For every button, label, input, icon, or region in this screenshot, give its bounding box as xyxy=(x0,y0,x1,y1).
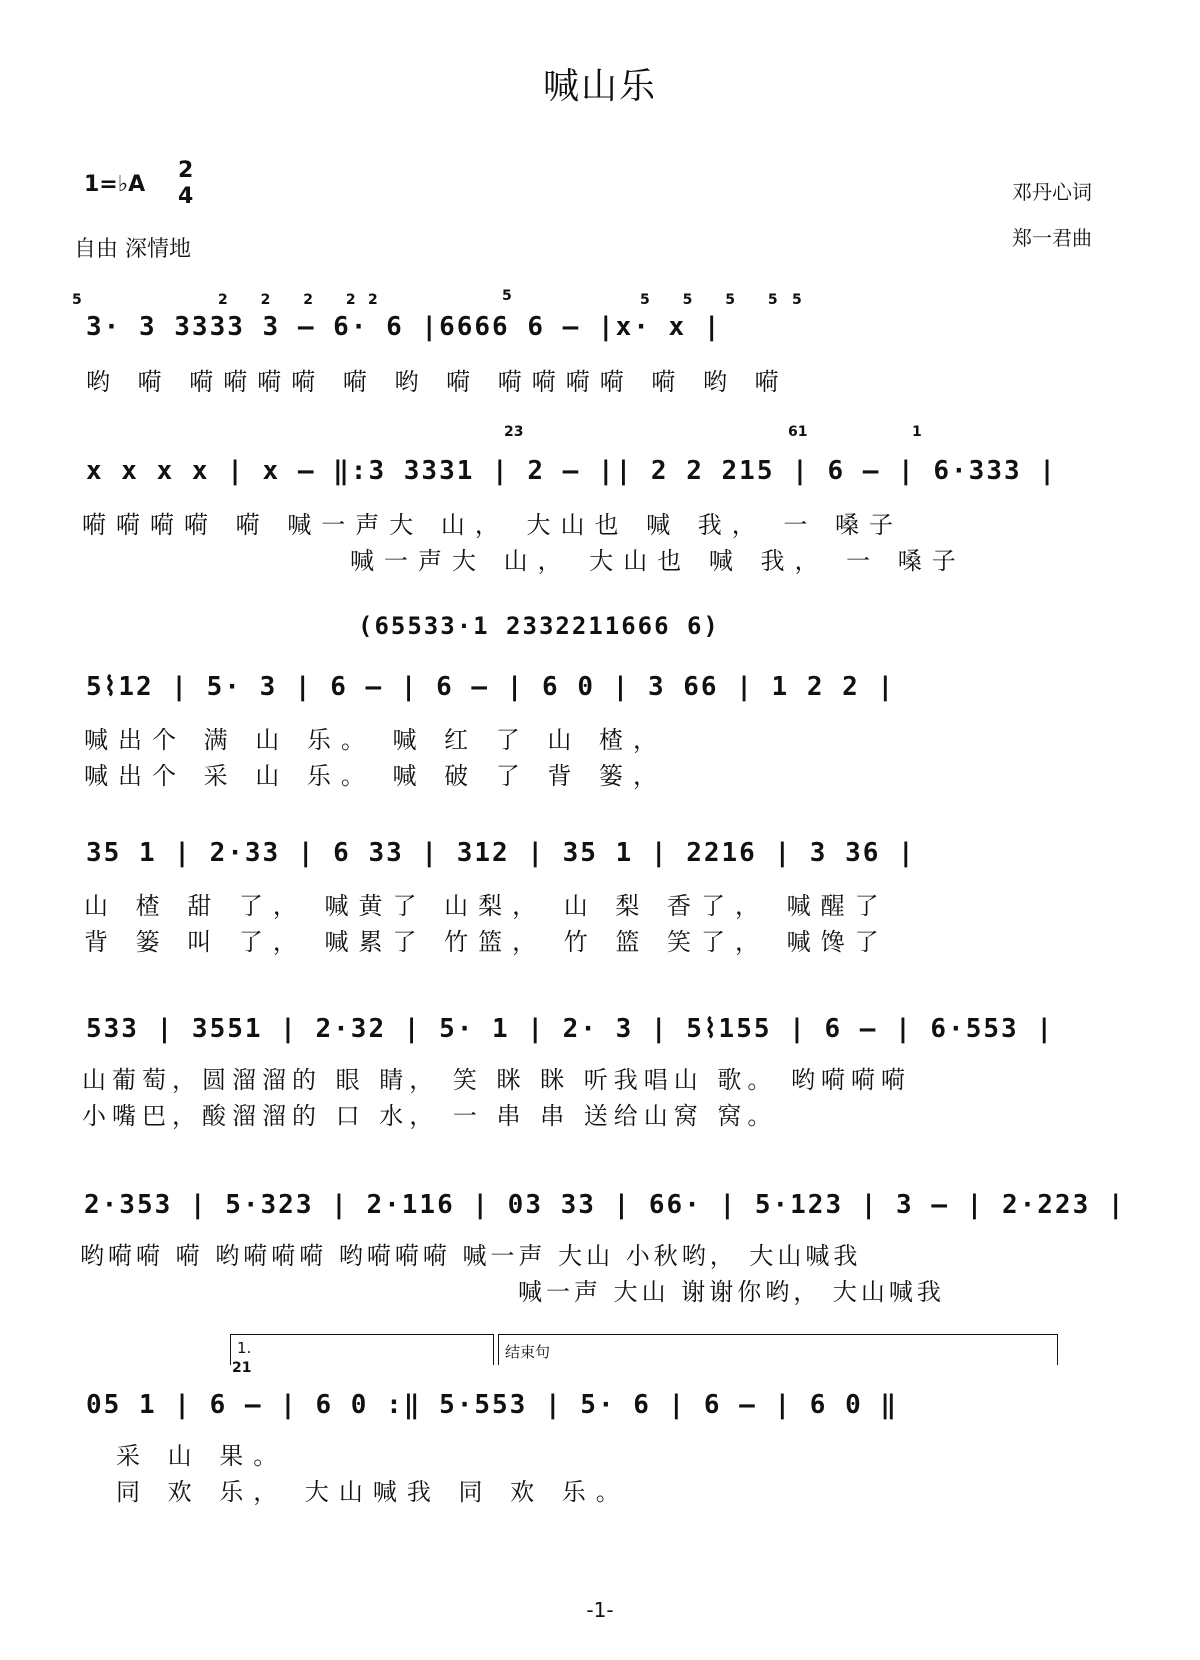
notation-line: x x x x | x – ‖:3 3331 | 2 – || 2 2 215 | 6 – | 6·333 | xyxy=(86,456,1057,486)
grace-note: 5 xyxy=(502,288,512,304)
notation-line: 05 1 | 6 – | 6 0 :‖ 5·553 | 5· 6 | 6 – | 6 0 ‖ xyxy=(86,1390,899,1420)
grace-note: 61 xyxy=(788,424,808,440)
notation-line: 2·353 | 5·323 | 2·116 | 03 33 | 66· | 5·123 | 3 – | 2·223 | xyxy=(84,1190,1126,1220)
lyric-line: 喊出个 满 山 乐。 喊 红 了 山 楂， xyxy=(84,726,668,754)
lyric-line: 喊一声大 山， 大山也 喊 我， 一 嗓子 xyxy=(350,547,966,575)
final-ending-label: 结束句 xyxy=(505,1343,551,1361)
grace-note: 21 xyxy=(232,1360,252,1376)
grace-note: 2 2 2 2 xyxy=(218,292,370,308)
grace-note: 1 xyxy=(912,424,922,440)
song-title: 喊山乐 xyxy=(542,66,657,107)
notation-line: 533 | 3551 | 2·32 | 5· 1 | 2· 3 | 5⌇155 | 6 – | 6·553 | xyxy=(86,1014,1054,1044)
lyric-line: 哟 嗬 嗬嗬嗬嗬 嗬 哟 嗬 嗬嗬嗬嗬 嗬 哟 嗬 xyxy=(86,368,789,396)
notation-line: 5⌇12 | 5· 3 | 6 – | 6 – | 6 0 | 3 66 | 1 2 2 | xyxy=(86,672,896,702)
lyric-line: 同 欢 乐， 大山喊我 同 欢 乐。 xyxy=(116,1478,630,1506)
lyricist-credit: 邓丹心词 xyxy=(1012,180,1092,204)
grace-note: 2 xyxy=(368,292,378,308)
lyric-line: 喊一声 大山 谢谢你哟， 大山喊我 xyxy=(518,1278,945,1306)
lyric-line: 小嘴巴，酸溜溜的 口 水， 一 串 串 送给山窝 窝。 xyxy=(82,1102,778,1130)
notation-line: 3· 3 3333 3 – 6· 6 |6666 6 – |x· x | xyxy=(86,312,722,342)
key-signature: 1=♭A xyxy=(84,172,146,197)
lyric-line: 嗬嗬嗬嗬 嗬 喊一声大 山， 大山也 喊 我， 一 嗓子 xyxy=(82,511,904,539)
grace-note: 5 5 5 5 xyxy=(640,292,792,308)
lyric-line: 哟嗬嗬 嗬 哟嗬嗬嗬 哟嗬嗬嗬 喊一声 大山 小秋哟， 大山喊我 xyxy=(80,1242,862,1270)
first-ending-label: 1. xyxy=(237,1339,252,1357)
tempo-marking: 自由 深情地 xyxy=(74,237,191,262)
time-signature-bottom: 4 xyxy=(178,184,194,209)
grace-note: 23 xyxy=(504,424,524,440)
intro-phrase: (65533·1 2332211666 6) xyxy=(358,612,720,640)
time-signature xyxy=(178,158,193,210)
lyric-line: 喊出个 采 山 乐。 喊 破 了 背 篓， xyxy=(84,762,668,790)
grace-note: 5 xyxy=(72,292,82,308)
time-signature-top: 2 xyxy=(178,158,194,183)
composer-credit: 郑一君曲 xyxy=(1012,226,1092,250)
lyric-line: 采 山 果。 xyxy=(116,1442,288,1470)
lyric-line: 背 篓 叫 了， 喊累了 竹篮， 竹 篮 笑了， 喊馋了 xyxy=(84,928,889,956)
first-ending-bracket xyxy=(230,1334,494,1365)
final-ending-bracket xyxy=(498,1334,1058,1365)
lyric-line: 山葡萄，圆溜溜的 眼 睛， 笑 眯 眯 听我唱山 歌。 哟嗬嗬嗬 xyxy=(82,1066,912,1094)
lyric-line: 山 楂 甜 了， 喊黄了 山梨， 山 梨 香了， 喊醒了 xyxy=(84,892,889,920)
grace-note: 5 xyxy=(792,292,802,308)
notation-line: 35 1 | 2·33 | 6 33 | 312 | 35 1 | 2216 | 3 36 | xyxy=(86,838,916,868)
page-number: -1- xyxy=(586,1598,614,1622)
